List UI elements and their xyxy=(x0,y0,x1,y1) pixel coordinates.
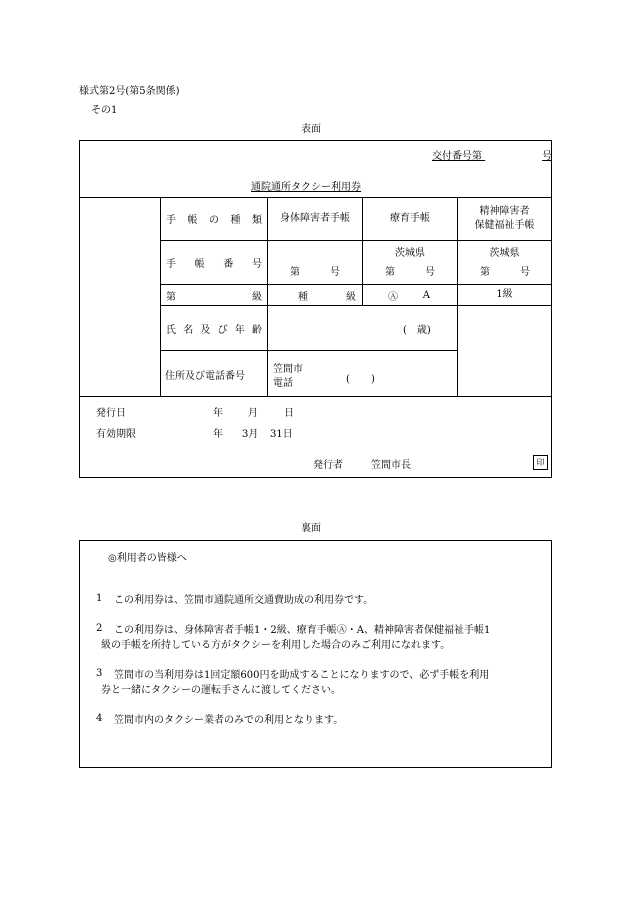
col1-number xyxy=(290,263,340,277)
mental-health-techo-line1: 精神障害者 xyxy=(479,206,530,217)
name-age-label xyxy=(166,321,262,335)
item-3-line-1: 笠間市の当利用券は1回定額600円を助成することになりますので、必ず手帳を利用 xyxy=(114,670,490,681)
col3-prefecture: 茨城県 xyxy=(489,248,520,259)
form-part: その1 xyxy=(91,105,118,116)
table-line-4 xyxy=(160,305,551,306)
col3-number xyxy=(480,263,530,277)
col3-grade: 1級 xyxy=(496,289,513,300)
label-char: 類 xyxy=(252,214,262,226)
number-prefix: 第 xyxy=(290,266,300,278)
techo-type-label xyxy=(166,211,262,225)
col1-grade xyxy=(298,288,356,302)
number-suffix: 号 xyxy=(425,266,435,278)
issue-date-year: 年 xyxy=(213,408,223,419)
issue-number-suffix: 号 xyxy=(542,151,552,162)
grade-suffix: 級 xyxy=(252,291,262,303)
label-char: 種 xyxy=(230,214,241,226)
item-2-line-2: 級の手帳を所持している方がタクシーを利用した場合のみご利用になれます。 xyxy=(101,640,451,651)
grade-type: 種 xyxy=(298,291,308,303)
label-char: 手 xyxy=(166,258,176,270)
item-2-line-1: この利用券は、身体障害者手帳1・2級、療育手帳Ⓐ・A、精神障害者保健福祉手帳1 xyxy=(114,625,491,636)
ryoiku-techo: 療育手帳 xyxy=(390,213,430,224)
number-prefix: 第 xyxy=(480,266,490,278)
ticket-title: 通院通所タクシー利用券 xyxy=(251,182,361,193)
phone-paren-close: ) xyxy=(371,374,375,385)
issue-number-blank xyxy=(482,151,542,162)
label-char: 番 xyxy=(223,258,234,270)
label-char: 手 xyxy=(166,214,176,226)
address-city: 笠間市 xyxy=(273,364,303,375)
table-col-line-1 xyxy=(160,197,161,396)
col2-prefecture: 茨城県 xyxy=(395,248,425,259)
phone-label: 電話 xyxy=(273,378,293,389)
physical-disability-techo: 身体障害者手帳 xyxy=(280,213,350,224)
issuer-name: 笠間市長 xyxy=(371,460,411,471)
item-3-number: 3 xyxy=(96,668,103,679)
table-line-5 xyxy=(160,350,457,351)
table-line-3 xyxy=(160,284,551,285)
label-char: 帳 xyxy=(194,258,205,270)
valid-until-day: 31日 xyxy=(270,429,293,440)
mental-health-techo-line2: 保健福祉手帳 xyxy=(474,220,535,231)
label-char: 齢 xyxy=(251,324,262,336)
item-4-number: 4 xyxy=(96,713,103,724)
label-char: の xyxy=(209,214,219,226)
number-suffix: 号 xyxy=(330,266,340,278)
table-bottom-line xyxy=(80,396,551,397)
valid-until-month: 3月 xyxy=(242,429,259,440)
item-1-number: 1 xyxy=(96,593,103,604)
issue-date-day: 日 xyxy=(284,408,294,419)
label-char: 及 xyxy=(200,324,211,336)
address-phone-label: 住所及び電話番号 xyxy=(165,371,245,382)
techo-number-label xyxy=(166,255,262,269)
grade-prefix: 第 xyxy=(166,291,176,303)
valid-until-label: 有効期限 xyxy=(96,429,136,440)
label-char: 名 xyxy=(183,324,194,336)
issue-number-prefix: 交付番号第 xyxy=(432,151,482,162)
issue-date-label: 発行日 xyxy=(96,408,126,419)
label-char: 帳 xyxy=(187,214,198,226)
seal-box: 印 xyxy=(533,455,548,470)
back-notice-box xyxy=(79,540,552,768)
grade-level: 級 xyxy=(346,291,356,303)
label-char: び xyxy=(217,324,228,336)
col2-number xyxy=(385,263,435,277)
valid-until-year: 年 xyxy=(213,429,223,440)
age-field: ( 歳) xyxy=(403,325,431,336)
issuer-label: 発行者 xyxy=(313,460,343,471)
issue-date-month: 月 xyxy=(248,408,258,419)
grade-a-circled: Ⓐ xyxy=(388,291,398,303)
item-4-line-1: 笠間市内のタクシー業者のみでの利用となります。 xyxy=(114,715,344,726)
front-heading: 表面 xyxy=(301,124,321,135)
label-char: 年 xyxy=(234,324,245,336)
col2-grade xyxy=(388,288,430,302)
form-number: 様式第2号(第5条関係) xyxy=(79,86,180,97)
item-3-line-2: 券と一緒にタクシーの運転手さんに渡してください。 xyxy=(101,685,341,696)
table-line-2 xyxy=(160,240,551,241)
phone-paren-open: ( xyxy=(346,374,350,385)
item-2-number: 2 xyxy=(96,623,103,634)
label-char: 氏 xyxy=(166,324,176,336)
mental-health-techo xyxy=(458,198,551,240)
grade-a: A xyxy=(422,289,430,301)
item-1-line-1: この利用券は、笠間市通院通所交通費助成の利用券です。 xyxy=(114,595,374,606)
number-suffix: 号 xyxy=(520,266,530,278)
number-prefix: 第 xyxy=(385,266,395,278)
issue-number xyxy=(432,147,552,162)
back-heading: 裏面 xyxy=(301,523,321,534)
label-char: 号 xyxy=(251,258,262,270)
grade-label xyxy=(166,288,262,302)
greeting: ◎利用者の皆様へ xyxy=(108,553,187,564)
